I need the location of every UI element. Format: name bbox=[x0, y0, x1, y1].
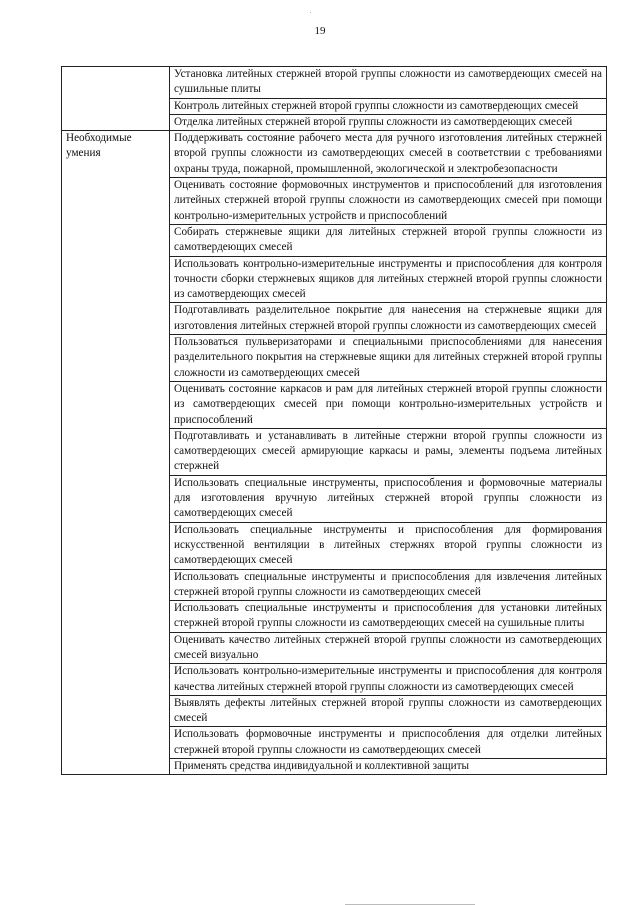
scan-mark bbox=[310, 12, 311, 13]
table-cell: Отделка литейных стержней второй группы сложности из самотвердеющих смесей bbox=[170, 114, 607, 130]
table-cell: Поддерживать состояние рабочего места для ручного изготовления литейных стержней второй группы сложности из самотвердеющих смесей в соответствии с требованиями охраны труда, пожарной, промышленной, экологической и электробезопасности bbox=[170, 131, 607, 178]
empty-label-cell bbox=[62, 67, 170, 131]
table-cell: Использовать контрольно-измерительные инструменты и приспособления для контроля точности сборки стержневых ящиков для литейных стержней второй группы сложности из самотвердеющих смесей bbox=[170, 256, 607, 303]
table-cell: Применять средства индивидуальной и коллективной защиты bbox=[170, 759, 607, 775]
table-cell: Оценивать состояние формовочных инструментов и приспособлений для изготовления литейных стержней второй группы сложности из самотвердеющих смесей при помощи контрольно-измерительных устройств и приспособлений bbox=[170, 178, 607, 225]
requirements-table bbox=[61, 66, 607, 775]
table-cell: Использовать специальные инструменты и приспособления для установки литейных стержней второй группы сложности из самотвердеющих смесей на сушильные плиты bbox=[170, 601, 607, 633]
table-cell: Пользоваться пульверизаторами и специальными приспособлениями для нанесения разделительного покрытия на стержневые ящики для литейных стержней второй группы сложности из самотвердеющих смесей bbox=[170, 335, 607, 382]
table-cell: Собирать стержневые ящики для литейных стержней второй группы сложности из самотвердеющих смесей bbox=[170, 224, 607, 256]
table-row bbox=[62, 67, 607, 99]
table-cell: Подготавливать и устанавливать в литейные стержни второй группы сложности из самотвердеющих смесей армирующие каркасы и рамы, элементы подъема литейных стержней bbox=[170, 428, 607, 475]
table-row bbox=[62, 131, 607, 178]
table-cell: Выявлять дефекты литейных стержней второй группы сложности из самотвердеющих смесей bbox=[170, 695, 607, 727]
table-cell: Использовать формовочные инструменты и приспособления для отделки литейных стержней второй группы сложности из самотвердеющих смесей bbox=[170, 727, 607, 759]
table-cell: Оценивать качество литейных стержней второй группы сложности из самотвердеющих смесей визуально bbox=[170, 632, 607, 664]
table-cell: Оценивать состояние каркасов и рам для литейных стержней второй группы сложности из самотвердеющих смесей при помощи контрольно-измерительных устройств и приспособлений bbox=[170, 381, 607, 428]
table-cell: Установка литейных стержней второй группы сложности из самотвердеющих смесей на сушильные плиты bbox=[170, 67, 607, 99]
table-cell: Контроль литейных стержней второй группы сложности из самотвердеющих смесей bbox=[170, 98, 607, 114]
table-cell: Подготавливать разделительное покрытие для нанесения на стержневые ящики для изготовления литейных стержней второй группы сложности из самотвердеющих смесей bbox=[170, 303, 607, 335]
table-cell: Использовать специальные инструменты и приспособления для извлечения литейных стержней второй группы сложности из самотвердеющих смесей bbox=[170, 569, 607, 601]
table-cell: Использовать специальные инструменты, приспособления и формовочные материалы для изготовления вручную литейных стержней второй группы сложности из самотвердеющих смесей bbox=[170, 475, 607, 522]
section-label: Необходимые умения bbox=[62, 131, 170, 775]
table-cell: Использовать контрольно-измерительные инструменты и приспособления для контроля качества литейных стержней второй группы сложности из самотвердеющих смесей bbox=[170, 664, 607, 696]
page-number: 19 bbox=[314, 25, 326, 37]
table-cell: Использовать специальные инструменты и приспособления для формирования искусственной вентиляции в литейных стержнях второй группы сложности из самотвердеющих смесей bbox=[170, 522, 607, 569]
